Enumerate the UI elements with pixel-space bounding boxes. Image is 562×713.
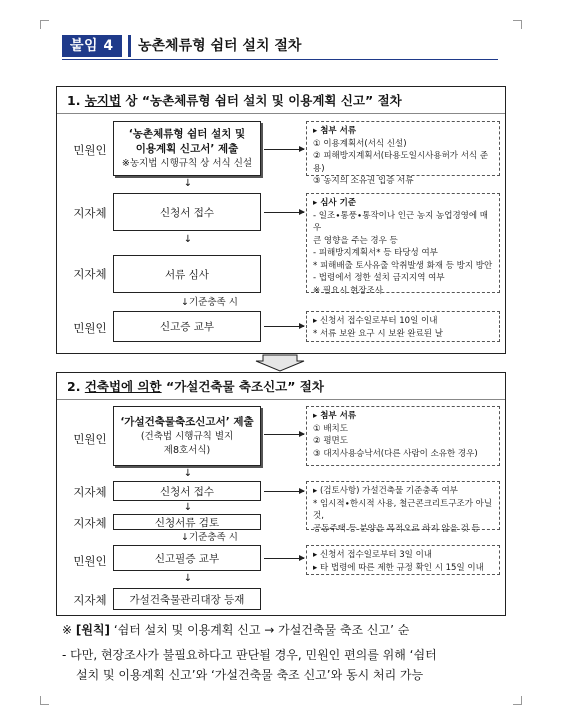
s1-submit-line1: ‘농촌체류형 쉼터 설치 및 xyxy=(128,127,246,140)
note-line: ① 이용계획서(서식 신설) xyxy=(313,138,407,149)
note-line: * 서류 보완 요구 시 보완 완료된 날 xyxy=(313,328,443,339)
corner-mark xyxy=(40,20,49,29)
note-line: 큰 영향을 주는 경우 등 xyxy=(313,235,398,246)
down-arrow-icon: ↓ xyxy=(183,502,193,513)
exception-line-1: - 다만, 현장조사가 불필요하다고 판단될 경우, 민원인 편의를 위해 ‘쉼터 xyxy=(62,648,437,662)
note-line: ▸ (검토사항) 가설건축물 기준충족 여부 xyxy=(313,486,458,496)
right-arrow-icon xyxy=(264,558,304,559)
actor-label: 민원인 xyxy=(73,554,107,568)
section2-title-rest: “가설건축물 축조신고” 절차 xyxy=(161,379,324,394)
s2-submit-line1: ‘가설건축물축조신고서’ 제출 xyxy=(120,415,254,428)
down-arrow-icon: ↓ xyxy=(183,468,193,479)
note-line: ③ 농지의 소유권 입증 서류 xyxy=(313,176,414,186)
right-arrow-icon xyxy=(264,212,304,213)
note-line: * 피해배출 토사유출 악취발생 화재 등 방지 방안 xyxy=(313,260,493,271)
right-arrow-icon xyxy=(264,434,304,435)
actor-label: 지자체 xyxy=(73,267,107,281)
reference-mark: ※ xyxy=(62,623,73,637)
corner-mark xyxy=(40,696,49,705)
down-arrow-icon: ↓ xyxy=(183,234,193,245)
s1-certificate-box: 신고증 교부 xyxy=(113,311,261,342)
principle-label: [원칙] xyxy=(75,623,111,637)
section2-law: 건축법에 의한 xyxy=(84,379,162,394)
section1-number: 1. xyxy=(67,93,85,108)
right-arrow-icon xyxy=(264,326,304,327)
s1-documents-note xyxy=(306,121,500,186)
s2-review-note xyxy=(306,481,500,534)
s2-submit-box xyxy=(113,406,261,466)
note-line: - 피해방지계획서* 등 타당성 여부 xyxy=(313,248,438,258)
s2-criteria-met: ↓기준충족 시 xyxy=(181,532,238,543)
note-head: ▸ 심사 기준 xyxy=(313,198,357,208)
s2-receive-box: 신청서 접수 xyxy=(113,481,261,501)
section2-number: 2. xyxy=(67,379,85,394)
note-line: ▸ 신청서 접수일로부터 3일 이내 xyxy=(313,550,433,560)
actor-label: 지자체 xyxy=(73,516,107,530)
right-arrow-icon xyxy=(264,491,304,492)
s1-receive-box: 신청서 접수 xyxy=(113,193,261,231)
exception-line-2: 설치 및 이용계획 신고’와 ‘가설건축물 축조 신고’와 동시 처리 가능 xyxy=(76,668,424,682)
actor-label: 지자체 xyxy=(73,206,107,220)
s2-submit-line2: (건축법 시행규칙 별지 xyxy=(140,430,234,442)
note-line: * 임시적∙한시적 사용, 철근콘크리트구조가 아닐 것, xyxy=(313,498,493,521)
section2-title xyxy=(57,373,505,400)
s1-criteria-met-label: 기준충족 시 xyxy=(188,297,238,308)
title-underline xyxy=(62,59,498,60)
s1-submit-line2: 이용계획 신고서’ 제출 xyxy=(135,142,239,155)
actor-label: 지자체 xyxy=(73,485,107,499)
section-transition-arrow-icon xyxy=(255,354,305,372)
s2-register-box: 가설건축물관리대장 등재 xyxy=(113,588,261,610)
note-head: ▸ 첨부 서류 xyxy=(313,411,357,421)
down-arrow-icon: ↓ xyxy=(183,573,193,584)
s2-documents-note xyxy=(306,406,500,466)
principle-line xyxy=(62,620,409,640)
note-line: - 법령에서 정한 설치 금지지역 여부 xyxy=(313,273,445,283)
section1-law: 농지법 xyxy=(84,93,122,108)
s2-criteria-met-label: 기준충족 시 xyxy=(188,532,238,543)
s2-deadline-note xyxy=(306,545,500,575)
attachment-tag: 붙임 4 xyxy=(62,35,122,57)
actor-label: 지자체 xyxy=(73,593,107,607)
corner-mark xyxy=(513,20,522,29)
actor-label: 민원인 xyxy=(73,321,107,335)
actor-label: 민원인 xyxy=(73,143,107,157)
note-line: - 일조∙통풍∙통작이나 인근 농지 농업경영에 매우 xyxy=(313,210,489,233)
note-line: ▸ 타 법령에 따른 제한 규정 확인 시 15일 이내 xyxy=(313,562,484,573)
s2-certificate-box: 신고필증 교부 xyxy=(113,545,261,571)
s1-review-box: 서류 심사 xyxy=(113,255,261,293)
title-divider xyxy=(128,35,131,57)
note-line: 공동주택 등 분양을 목적으로 하지 않을 것 등 xyxy=(313,523,480,534)
s2-review-box: 신청서류 검토 xyxy=(113,514,261,530)
note-line: ※ 필요시 현장조사 xyxy=(313,285,384,296)
note-line: ③ 대지사용승낙서(다른 사람이 소유한 경우) xyxy=(313,448,478,459)
note-head: ▸ 첨부 서류 xyxy=(313,126,357,136)
note-line: ② 평면도 xyxy=(313,436,348,446)
page-title: 농촌체류형 쉼터 설치 절차 xyxy=(138,38,302,54)
actor-label: 민원인 xyxy=(73,432,107,446)
s1-deadline-note xyxy=(306,311,500,342)
s1-criteria-met: ↓기준충족 시 xyxy=(181,297,238,308)
note-line: ① 배치도 xyxy=(313,423,348,434)
section1-title xyxy=(57,87,505,114)
s1-submit-box xyxy=(113,121,261,176)
note-line: ② 피해방지계획서(타용도일시사용허가 서식 준용) xyxy=(313,151,489,174)
s1-criteria-note xyxy=(306,193,500,296)
corner-mark xyxy=(513,696,522,705)
principle-text: ‘쉼터 설치 및 이용계획 신고 → 가설건축물 축조 신고’ 순 xyxy=(110,623,410,637)
s2-submit-line3: 제8호서식) xyxy=(163,444,211,456)
note-line: ▸ 신청서 접수일로부터 10일 이내 xyxy=(313,316,438,326)
down-arrow-icon: ↓ xyxy=(183,178,193,189)
right-arrow-icon xyxy=(264,149,304,150)
s1-submit-note: ※농지법 시행규칙 상 서식 신설 xyxy=(121,157,253,169)
section1-title-rest: 상 “농촌체류형 쉼터 설치 및 이용계획 신고” 절차 xyxy=(121,93,402,108)
